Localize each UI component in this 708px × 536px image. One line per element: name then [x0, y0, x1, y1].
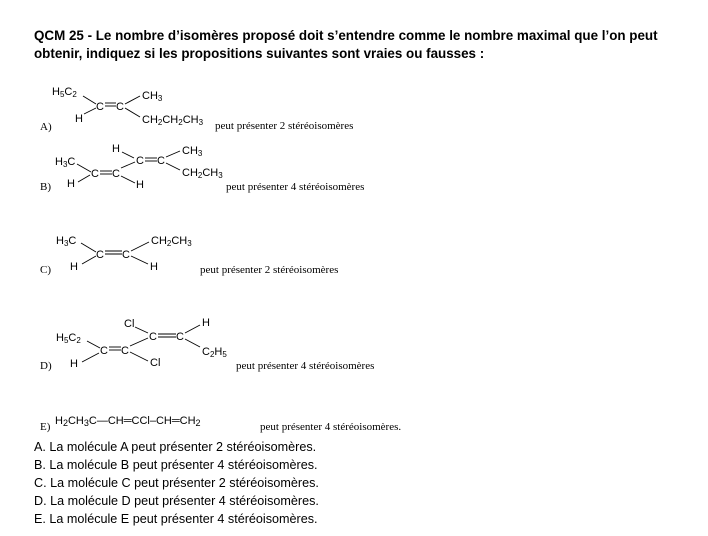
mol-a-caption: peut présenter 2 stéréoisomères [215, 120, 354, 132]
question-line-1: QCM 25 - Le nombre d’isomères proposé doit s’entendre comme le nombre maximal que l’on peut [34, 28, 658, 43]
question-line-2: obtenir, indiquez si les propositions suivantes sont vraies ou fausses : [34, 46, 485, 61]
mol-d-c2h5: H5C2 [56, 332, 81, 345]
answer-list [34, 438, 319, 528]
molecule-c [40, 235, 338, 276]
molecule-d [40, 317, 374, 372]
mol-a-h: H [75, 113, 83, 125]
molecule-a [40, 86, 353, 133]
mol-c-h2: H [150, 261, 158, 273]
mol-b-h2: H [136, 179, 144, 191]
mol-c-caption: peut présenter 2 stéréoisomères [200, 264, 339, 276]
mol-b-c1: C [91, 168, 99, 180]
mol-c-c2: C [122, 249, 130, 261]
mol-d-c4: C [176, 331, 184, 343]
mol-a-c2h5: H5C2 [52, 86, 77, 99]
mol-b-c2: C [112, 168, 120, 180]
mol-d-caption: peut présenter 4 stéréoisomères [236, 360, 375, 372]
answer-a: A. La molécule A peut présenter 2 stéréoisomères. [34, 440, 317, 454]
mol-c-c1: C [96, 249, 104, 261]
mol-d-h2: H [202, 317, 210, 329]
mol-c-ch2ch3: CH2CH3 [151, 235, 192, 248]
mol-a-c1: C [96, 101, 104, 113]
mol-b-h3: H [112, 143, 120, 155]
mol-a-c2: C [116, 101, 124, 113]
mol-c-h3c: H3C [56, 235, 77, 248]
mol-d-h1: H [70, 358, 78, 370]
mol-c-h1: H [70, 261, 78, 273]
mol-b-h3c: H3C [55, 156, 76, 169]
mol-c-label: C) [40, 264, 51, 276]
mol-b-c4: C [157, 155, 165, 167]
mol-b-c3: C [136, 155, 144, 167]
mol-d-cl1: Cl [124, 318, 135, 330]
mol-d-c2h5-right: C2H5 [202, 346, 227, 359]
mol-d-c2: C [121, 345, 129, 357]
mol-b-ch3: CH3 [182, 145, 203, 158]
mol-a-label: A) [40, 121, 52, 133]
answer-b: B. La molécule B peut présenter 4 stéréoisomères. [34, 458, 318, 472]
mol-d-label: D) [40, 360, 52, 372]
mol-a-ch3: CH3 [142, 90, 163, 103]
mol-d-cl2: Cl [150, 357, 161, 369]
mol-b-label: B) [40, 181, 51, 193]
mol-b-h1: H [67, 178, 75, 190]
mol-e-formula: H2CH3C—CH═CCl–CH═CH2 [55, 415, 201, 428]
mol-d-c3: C [149, 331, 157, 343]
mol-a-ch2ch2ch3: CH2CH2CH3 [142, 114, 204, 127]
mol-d-c1: C [100, 345, 108, 357]
mol-b-caption: peut présenter 4 stéréoisomères [226, 181, 365, 193]
mol-e-caption: peut présenter 4 stéréoisomères. [260, 421, 402, 433]
molecule-b [40, 143, 364, 193]
mol-e-label: E) [40, 421, 51, 433]
answer-d: D. La molécule D peut présenter 4 stéréoisomères. [34, 494, 319, 508]
answer-e: E. La molécule E peut présenter 4 stéréoisomères. [34, 512, 318, 526]
answer-c: C. La molécule C peut présenter 2 stéréoisomères. [34, 476, 319, 490]
mol-b-ch2ch3: CH2CH3 [182, 167, 223, 180]
molecule-e [40, 415, 401, 433]
